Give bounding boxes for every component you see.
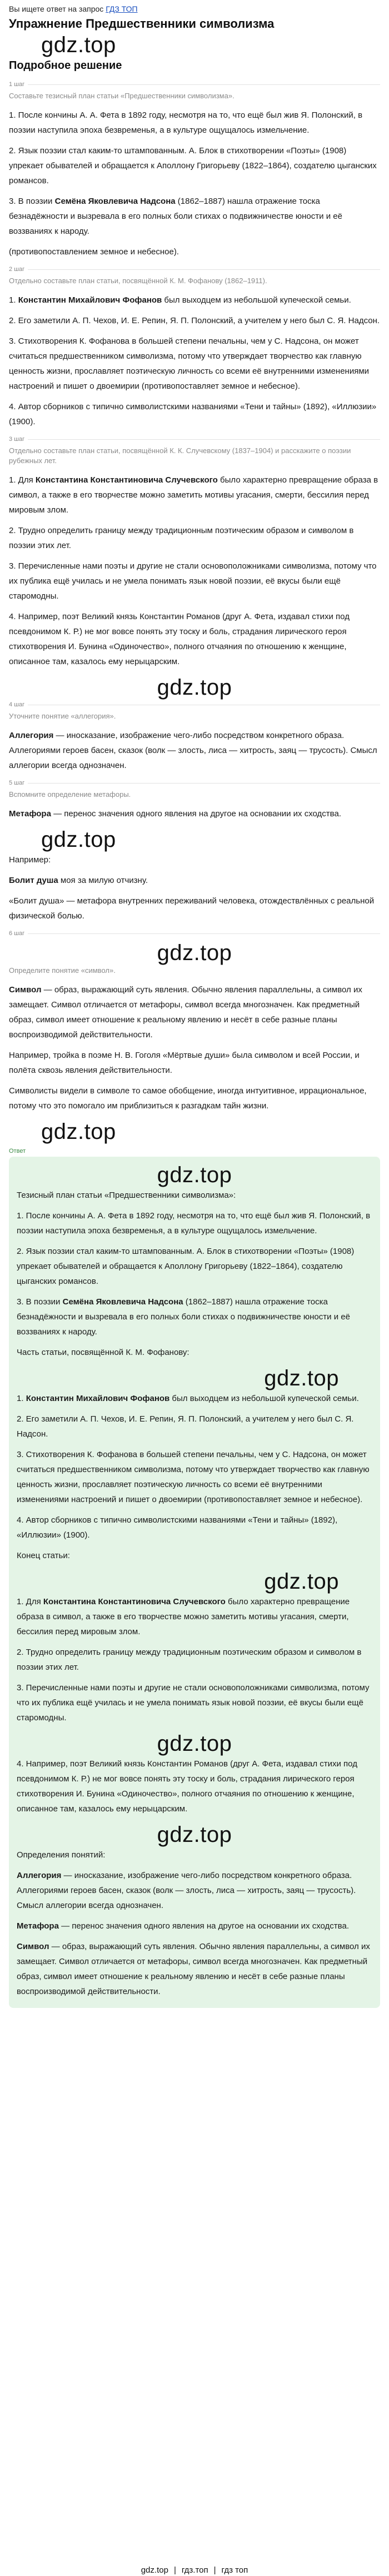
footer-link[interactable]: гдз топ [221,2565,248,2575]
paragraph [17,1391,372,1406]
paragraph: 2. Его заметили А. П. Чехов, И. Е. Репин, Я. П. Полонский, а учителем у него был С. Я. Надсон. [17,1414,354,1439]
paragraph: 3. Перечисленные нами поэты и другие не стали основоположниками символизма, потому что их публика ещё училась и не умела понимать язык новой поэзии, её вкусы были ещё старомодны. [9,561,377,601]
text: — образ, выражающий суть явления. Обычно явления параллельны, а символ их замещает. Символ отличается от метафоры, символ всегда многозначен. Как предметный образ, символ имеет отношение к реальному явлению и несёт в себе разные планы воспроизводимой действительности. [9,985,362,1040]
footer-separator: | [213,2565,216,2575]
watermark: gdz.top [157,941,232,965]
text: 1. Для [9,475,36,485]
text: было характерно превращение образа в символ, а также в его творчестве можно заметить мотивы угасания, смерти, бессилия перед мировым злом. [17,1597,350,1636]
paragraph: 1. После кончины А. А. Фета в 1892 году, несмотря на то, что ещё был жив Я. Полонский, в поэзии наступила эпоха безвременья, а в культуре ощущалось измельчение. [9,111,363,135]
paragraph: 4. Автор сборников с типично символистскими названиями «Тени и тайны» (1892), «Иллюзии» (1900). [17,1515,338,1540]
paragraph: Например: [9,855,51,865]
text: моя за милую отчизну. [58,876,148,885]
search-hint [9,3,380,14]
text: (1862–1887) нашла отражение тоска безнадёжности и вызревала в его полных боли стихах о подвижничестве юности и её воззваниях к народу. [9,197,342,236]
watermark: gdz.top [264,1366,339,1390]
step-task: Составьте тезисный план статьи «Предшественники символизма». [9,92,235,100]
watermark: gdz.top [157,1731,232,1756]
text: был выходцем из небольшой купеческой семьи. [169,1394,359,1403]
text: 1. [9,295,18,305]
footer-link[interactable]: gdz.top [141,2565,168,2575]
section-subtitle: Подробное решение [9,59,122,72]
author-name: Константин Михайлович Фофанов [18,295,162,305]
watermark: gdz.top [41,1119,116,1144]
paragraph: Тезисный план статьи «Предшественники символизма»: [17,1191,236,1200]
term: Метафора [17,1921,59,1931]
step-task: Отдельно составьте план статьи, посвящённой К. К. Случевскому (1837–1904) и расскажите о поэзии рубежных лет. [9,446,351,465]
text: — перенос значения одного явления на другое на основании их сходства. [51,809,341,819]
answer-block [9,1157,380,2008]
step-task: Вспомните определение метафоры. [9,790,131,799]
paragraph: Символисты видели в символе то самое обобщение, иногда интуитивное, иррациональное, потому что это помогало им приблизиться к разгадкам тайн жизни. [9,1086,367,1111]
text: 1. Для [17,1597,43,1606]
author-name: Константин Михайлович Фофанов [26,1394,170,1403]
watermark: gdz.top [41,33,116,57]
author-name: Семёна Яковлевича Надсона [54,197,176,206]
paragraph [17,1919,372,1934]
step-task: Уточните понятие «аллегория». [9,712,116,720]
term: Символ [17,1942,49,1951]
paragraph: 2. Трудно определить границу между традиционным поэтическим образом и символом в поэзии этих лет. [17,1648,362,1672]
step-label: 6 шаг [9,929,380,938]
watermark: gdz.top [157,1822,232,1847]
paragraph: (противопоставлением земное и небесное). [9,247,179,257]
text: — иносказание, изображение чего-либо посредством конкретного образа. Аллегориями героев басен, сказок (волк — злость, лиса — хитрость, заяц — трусость). Смысл аллегории всегда однозначен. [9,731,377,770]
paragraph [17,1294,372,1339]
gdz-top-link[interactable]: ГДЗ ТОП [106,4,138,13]
watermark: gdz.top [157,675,232,700]
text: 1. [17,1394,26,1403]
paragraph: 3. Стихотворения К. Фофанова в большей степени печальны, чем у С. Надсона, он может считаться предшественником символизма, потому что утверждает творчество как главную ценность жизни, прославляет поэтическую личность со всеми её внутренними изменениями настроений и пишет о двоемирии (противопоставляет земное и небесное). [17,1450,370,1504]
paragraph: 2. Язык поэзии стал каким-то штампованным. А. Блок в стихотворении «Поэты» (1908) упрекает обывателей и обращается к Аполлону Григорьеву (1822–1864), создателю цыганских романсов. [17,1247,355,1286]
term: Болит душа [9,876,58,885]
text: — иносказание, изображение чего-либо посредством конкретного образа. Аллегориями героев басен, сказок (волк — злость, лиса — хитрость, заяц — трусость). Смысл аллегории всегда однозначен. [17,1871,356,1910]
text: (1862–1887) нашла отражение тоска безнадёжности и вызревала в его полных боли стихах о подвижничестве юности и её воззваниях к народу. [17,1297,350,1337]
term: Аллегория [9,731,54,740]
text: — перенос значения одного явления на другое на основании их сходства. [58,1921,349,1931]
paragraph: 4. Автор сборников с типично символистскими названиями «Тени и тайны» (1892), «Иллюзии» (1900). [9,402,377,426]
paragraph: 4. Например, поэт Великий князь Константин Романов (друг А. Фета, издавал стихи под псевдонимом К. Р.) не мог вовсе понять эту тоску и боль, страдания лирического героя стихотворения И. Бунина «Одиночество», полного отчаяния по отношению к женщине, описанное там, казалось ему нерыцарским. [17,1759,357,1814]
paragraph: 4. Например, поэт Великий князь Константин Романов (друг А. Фета, издавал стихи под псевдонимом К. Р.) не мог вовсе понять эту тоску и боль, страдания лирического героя стихотворения И. Бунина «Одиночество», полного отчаяния по отношению к женщине, описанное там, казалось ему нерыцарским. [9,612,350,666]
step-label: 5 шаг [9,779,380,787]
text: 3. В поэзии [9,197,55,206]
paragraph: 3. Стихотворения К. Фофанова в большей степени печальны, чем у С. Надсона, он может считаться предшественником символизма, потому что утверждает творчество как главную ценность жизни, прославляет поэтическую личность со всеми её внутренними изменениями настроений и пишет о двоемирии (противопоставляет земное и небесное). [9,337,370,391]
paragraph [9,873,380,888]
step-label: 4 шаг [9,700,380,709]
text: 3. В поэзии [17,1297,63,1307]
paragraph: 2. Трудно определить границу между традиционным поэтическим образом и символом в поэзии этих лет. [9,526,354,550]
page-title: Упражнение Предшественники символизма [9,17,275,31]
text: было характерно превращение образа в символ, а также в его творчестве можно заметить мотивы угасания, смерти, бессилия перед мировым злом. [9,475,378,515]
paragraph [17,1594,372,1639]
term: Символ [9,985,42,995]
search-hint-text: Вы ищете ответ на запрос [9,4,104,13]
paragraph [9,194,380,239]
paragraph: «Болит душа» — метафора внутренних переживаний человека, отождествлённых с реальной физической болью. [9,896,375,921]
term: Аллегория [17,1871,62,1880]
paragraph [9,806,380,821]
paragraph: Например, тройка в поэме Н. В. Гоголя «Мёртвые души» была символом и всей России, и полёта сквозь явления действительности. [9,1051,360,1075]
step-task: Определите понятие «символ». [9,966,116,975]
answer-label: Ответ [9,1148,26,1154]
footer-separator: | [173,2565,176,2575]
step-task: Отдельно составьте план статьи, посвящённой К. М. Фофанову (1862–1911). [9,277,267,285]
step-label: 3 шаг [9,435,380,444]
step-label: 1 шаг [9,80,380,89]
paragraph [17,1868,372,1913]
author-name: Семёна Яковлевича Надсона [62,1297,183,1307]
text: — образ, выражающий суть явления. Обычно явления параллельны, а символ их замещает. Символ отличается от метафоры, символ всегда многозначен. Как предметный образ, символ имеет отношение к реальному явлению и несёт в себе разные планы воспроизводимой действительности. [17,1942,370,1996]
paragraph: Определения понятий: [17,1850,106,1860]
paragraph [9,473,380,518]
paragraph: 2. Язык поэзии стал каким-то штампованным. А. Блок в стихотворении «Поэты» (1908) упрекает обывателей и обращается к Аполлону Григорьеву (1822–1864), создателю цыганских романсов. [9,146,377,185]
paragraph: 3. Перечисленные нами поэты и другие не стали основоположниками символизма, потому что их публика ещё училась и не умела понимать язык новой поэзии, её вкусы были ещё старомодны. [17,1683,370,1723]
footer-link[interactable]: гдз.топ [181,2565,208,2575]
author-name: Константина Константиновича Случевского [43,1597,226,1606]
paragraph [17,1939,372,1999]
footer-links [0,2564,389,2576]
term: Метафора [9,809,51,819]
watermark: gdz.top [157,1163,232,1187]
paragraph: 1. После кончины А. А. Фета в 1892 году, несмотря на то, что ещё был жив Я. Полонский, в поэзии наступила эпоха безвременья, а в культуре ощущалось измельчение. [17,1211,371,1236]
paragraph: Часть статьи, посвящённой К. М. Фофанову: [17,1348,189,1357]
paragraph: Конец статьи: [17,1551,70,1560]
paragraph [9,982,380,1042]
text: был выходцем из небольшой купеческой семьи. [162,295,351,305]
author-name: Константина Константиновича Случевского [35,475,218,485]
step-label: 2 шаг [9,265,380,274]
paragraph: 2. Его заметили А. П. Чехов, И. Е. Репин, Я. П. Полонский, а учителем у него был С. Я. Надсон. [9,316,380,325]
watermark: gdz.top [264,1569,339,1594]
paragraph [9,728,380,773]
paragraph [9,293,380,308]
watermark: gdz.top [41,827,116,852]
